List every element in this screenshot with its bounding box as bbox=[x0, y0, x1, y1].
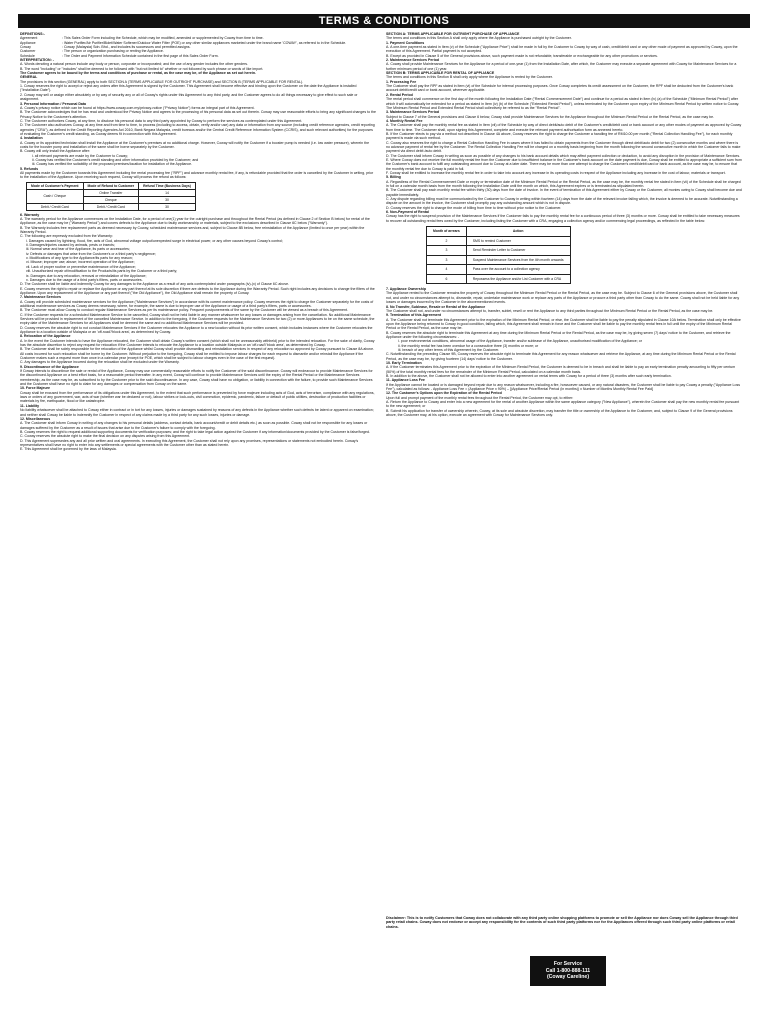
clause-text: A. Coway or its appointed technician shall install the Appliance at the Customer's premises at no additional charge. However, Coway will notify the Customer if a booster pump is needed (i.e. low water pressure), wherein the costs for the booster pump and installation of the same shall be borne separately by the Customer. bbox=[20, 140, 370, 149]
section-heading: 2. Rental Period bbox=[386, 92, 413, 97]
table-row bbox=[427, 255, 571, 265]
sub-item: ii. Damages/injuries caused by animals, pests or insects; bbox=[26, 243, 115, 248]
section-a-heading: SECTION A: TERMS APPLICABLE FOR OUTRIGHT PURCHASE OF APPLIANCE bbox=[386, 32, 520, 36]
clause-text: E. Coway reserves the right to repair or replace the Appliance or any part thereof at its sole discretion if there are defects to the Appliance during the Warranty Period. Such right includes any decisions to change the filters of the Appliance. Upon any replacement of the Appliance or any part thereof ("the Old Appliance"), the Old Appliance shall remain the property of Coway. bbox=[20, 286, 375, 295]
clause-text: B. Except as provided in Clause 5 of the General provisions above, such payment made is not refundable, transferable or exchangeable for any other promotions or services. bbox=[386, 53, 658, 58]
clause-text: B. If the Customer elects to pay via a method not described in Clause 4A above, Coway reserves the right to charge the Customer a handling fee of RM10.00 per month ("Rental Collection Handling Fee"), for each monthly payment is made via such method. bbox=[386, 131, 733, 141]
definition-text: : Coway (Malaysia) Sdn. Bhd., and includes its successors and permitted assigns. bbox=[62, 45, 191, 50]
table-cell: 4 bbox=[427, 265, 467, 275]
table-row bbox=[27, 203, 196, 210]
clause-text: D. The Customer shall inform Coway in writing as soon as possible of any changes to his bank account details which may affect payment collection or deduction, to avoid any disruption in the provision of Maintenance Services. bbox=[386, 153, 741, 158]
section-heading: 12. Miscellaneous bbox=[20, 416, 51, 421]
sub-item: i. poor environmental conditions, abnormal usage of the Appliance, transfer and/or sublease of the Appliance, unauthorised modification of the Appliance; or bbox=[398, 339, 642, 344]
table-cell: Send Reminder Letter to Customer bbox=[466, 246, 570, 256]
clause-text: A. In the event the Customer intends to have the Appliance relocated, the Customer shall obtain Coway's written consent (which shall not be unreasonably withheld) prior to the intended relocation. For the sake of clarity, Coway has the absolute discretion to reject any request for relocation if the Customer intends to relocate the Appliance to a location outside Malaysia or an 'off-road'/'block area', as determined by Coway. bbox=[20, 338, 375, 347]
sub-item: ii. the monthly rental fee has been overdue for a consecutive three (3) months or more; or bbox=[398, 343, 539, 348]
clause-text: If the Appliance cannot be located or is damaged beyond repair due to any reason whatsoever, including a fire, howsoever caused, or any natural disasters, the Customer shall be liable to pay Coway a penalty ("Appliance Loss Fee"), calculated as follows: - Appliance Loss Fee = (Appliance Price x 90%) – [(Appliance Price/Rental Period (in months)) x Number of Months Monthly Rental Fee Paid] bbox=[386, 382, 740, 392]
section-heading: 5. Refunds bbox=[20, 166, 39, 171]
clause-text: The Customer shall not, and under no circumstances attempt to, transfer, sublet, resell or rent the Appliance to any third parties throughout the Minimum Rental Period or the Rental Period, as the case may be. bbox=[386, 308, 714, 313]
clause-text: The terms and conditions in this Section B shall only apply where the Appliance is rented by the Customer. bbox=[386, 75, 553, 80]
right-column bbox=[386, 32, 742, 417]
clause-text: B. The Customer acknowledges that he has read and understood the Privacy Notice and agrees to the processing of his personal data as set out therein. Coway may use reasonable efforts to bring any significant changes to the Privacy Notice to the Customer's attention. bbox=[20, 110, 376, 119]
clause-text: All payments made by the Customer towards this Agreement including the rental processing fee ("RPF") and advance monthly rental fee, if any, is refundable provided that the order is cancelled by the Customer in writing, prior to the installation of the Appliance. Upon receiving such request, Coway will process the refund as follows: bbox=[20, 171, 374, 180]
clause-text: F. Coway shall be entitled to increase the monthly rental fee in order to take into account any increase in its operating costs in respect of the Appliance including any increase in the cost of labour, materials or transport. bbox=[386, 171, 726, 175]
sub-item: iii. Normal wear and tear of the Appliance, its parts or accessories; bbox=[26, 247, 130, 252]
service-phone: Call 1-800-888-111 bbox=[545, 967, 591, 974]
definition-term: Appliance bbox=[20, 40, 36, 45]
service-label: For Service bbox=[553, 961, 583, 968]
table-cell: Repossess the Appliance and/or List Customer with a CRA bbox=[466, 274, 570, 284]
table-cell: 3 bbox=[427, 255, 467, 265]
table-cell: 30 bbox=[139, 203, 196, 210]
section-heading: 4. Installation bbox=[20, 136, 43, 141]
clause-text: Subject to Clause 7 of the General provisions and Clause 6 below, Coway shall provide Maintenance Services for the Appliance throughout the Minimum Rental Period or the Rental Period, as the case may be. bbox=[386, 114, 715, 119]
table-cell: 14 bbox=[139, 189, 196, 196]
clause-text: D. The Customer shall be liable and indemnify Coway for any damages to the Appliance as a result of any acts contemplated under paragraphs (iv)-(x) of Clause 6C above. bbox=[20, 282, 290, 287]
disclaimer-text: Disclaimer: This is to notify Customers that Coway does not collaborate with any third party online shopping platforms to promote or sell the Appliance nor does Coway sell the Appliance through third party retail chains. Coway does not endorse or accept any responsibility for the contents of such third party platforms nor for the Appliances offered through such third party online platforms or retail chains. bbox=[386, 915, 738, 929]
clause-text: B. Coway reserves the right to request additional supporting documents for verification purposes; and the right to take legal action against the Customer if any information/documents provided by the Customer is false/forged. bbox=[20, 429, 370, 434]
section-heading: 11. Appliance Loss Fee bbox=[386, 378, 425, 383]
clause-text: If Coway intends to discontinue the sale or rental of the Appliance, Coway may use commercially reasonable efforts to notify the Customer of the said discontinuance. Coway will endeavour to provide Maintenance Services for the discontinued Appliance on a best effort basis, for a reasonable period thereafter. In any event, Coway will continue to provide Maintenance Services until the expiry of the Rental Period or the Maintenance Services membership, as the case may be, as subscribed to by the Customer prior to the said discontinuance. In any case, Coway shall have no obligation, or liability in connection with the failure, to provide such Maintenance Services and the Customer shall have no right to claim for any damages or compensation from Coway on the same. bbox=[20, 369, 373, 387]
clause-text: A. Coway's privacy notice which can be found at https://www.coway.com.my/privacy-notice ("Privacy Notice") forms an integral part of this Agreement. bbox=[20, 105, 255, 110]
clause-text: A. Return the Appliance to Coway and enter into a new agreement for the rental of another Appliance within the same appliance category ("New Appliance"), wherein the Customer shall pay the new monthly rental fee pursuant to the new agreement; or bbox=[386, 400, 740, 409]
table-cell: Cheque bbox=[83, 196, 139, 203]
definition-text: : The person or organization purchasing or renting the Appliance. bbox=[62, 49, 164, 54]
clause-text: Coway has the right to suspend provision of the Maintenance Services if the Customer fails to pay the monthly rental fee for a continuous period of three (3) months or more. Coway shall be entitled to take necessary measures to recover all outstanding rental fees owed by the Customer, including listing the Customer with a CRA, engaging a collection agency and/or commencing legal proceedings, as reflected in the table below: bbox=[386, 214, 740, 223]
sub-item: vii. Lack of proper routine or preventive maintenance of the Appliance; bbox=[26, 264, 136, 269]
sub-item: vi. Misuse; improper use; abuse; incorrect operation of the Appliance; bbox=[26, 260, 135, 265]
clause-text: A. Coway shall provide Maintenance Services for the Appliance for a period of one-year (1) from the Installation Date, after which, the Customer may execute a separate agreement with Coway for Maintenance Services for a further minimum period of one (1) year. bbox=[386, 62, 737, 71]
table-header: Action bbox=[466, 227, 570, 237]
clause-text: C. Coway also reserves the right to charge a Rental Collection Handling Fee in cases where it has failed to obtain payments from the Customer through direct debit/auto debit for two (2) consecutive months and where there is no advance payment of rental fee by the Customer. The Rental Collection Handling Fee will be charged on a monthly basis beginning from the month following the second consecutive month in which the Customer fails to make payment via direct debit /auto debit. bbox=[386, 140, 741, 154]
clause-text: B. The Warranty includes free replacement parts as deemed necessary by Coway, scheduled maintenance services and, subject to Clause 8B below, free reinstallation of the Appliance (limited to once per year) within the Warranty Period. bbox=[20, 225, 365, 235]
table-cell: 3 bbox=[427, 246, 467, 256]
clause-text: D. The Customer also authorizes Coway, at any time and from time to time, to process (including to access, obtain, verify and/or use) any data or information from any source (including credit reference agencies, credit reporting agencies ("CRA"), as defined in the Credit Reporting Agencies Act 2010, Bank Negara Malaysia, credit bureaus and/or the Central Credit Reference Information System (CCRIS), and such relevant authorities) for the purposes of evaluating the Customer's credit standing, as Coway deems fit in connection with this Agreement. bbox=[20, 123, 375, 136]
arrears-table bbox=[426, 226, 571, 284]
definition-term: Schedule bbox=[20, 53, 35, 58]
section-heading: 9. Discontinuance of the Appliance bbox=[20, 364, 79, 369]
section-heading: 3. Maintenance Services Period bbox=[386, 110, 440, 115]
clause-text: B. The Customer must allow Coway to conduct regular Maintenance Services as per its maintenance policy. Frequent postponements of the same by the Customer will be viewed as a breach of this Agreement. bbox=[20, 308, 348, 313]
clause-text: A. If the Customer terminates this Agreement prior to the expiration of the Minimum Rental Period, the Customer is deemed to be in breach and shall be liable to pay an early termination penalty amounting to fifty per centum (50%) of the total monthly rental fees for the remainder of the Minimum Rental Period, calculated on a calendar month basis. bbox=[386, 365, 736, 374]
clause-text: B. The Customer shall pay each monthly rental fee within thirty (30) days from the date of invoice. In the event of termination of this Agreement either by Coway or the Customer, all monies owing to Coway shall become due and payable immediately. bbox=[386, 188, 742, 197]
table-cell: Suspend Maintenance Services from the 4th month onwards bbox=[466, 255, 570, 265]
clause-text: B. Submit his application for transfer of ownership wherein, Coway, at its sole and absolute discretion, may transfer the title or ownership of the Appliance to the Customer, and, subject to Clause 9 of the General provisions above, the Customer may, at his option, execute an agreement with Coway for Maintenance Services only. bbox=[386, 408, 733, 418]
section-heading: 5. Billing bbox=[386, 175, 401, 180]
definition-term: Customer bbox=[20, 49, 36, 54]
clause-text: The rental period shall commence on the first day of the month following the Installation Date ("Rental Commencement Date") and continue for a period as stated in Item (iv) (a) of the Schedule ("Minimum Rental Period") after which it will automatically be extended for a period as stated in Item (iv) (b) of the Schedule ("Extended Rental Period"), unless terminated by the Customer upon expiry of the Minimum Rental Period by written notice to Coway. The Minimum Rental Period and Extended Rental Period shall collectively be referred to as the "Rental Period". bbox=[386, 97, 740, 110]
section-heading: 4. Monthly Rental Fee bbox=[386, 118, 423, 123]
section-heading: 6. Non-Payment of Rental bbox=[386, 210, 429, 215]
clause-text: Upon full and prompt payment of the monthly rental fees throughout the Rental Period, the Customer may opt, to either: bbox=[386, 395, 574, 400]
clause-text: C. If the Customer requests for a scheduled Maintenance Service to be cancelled, Coway shall not be held liable in any manner whatsoever for any losses or damages arising from the cancellation. No additional Maintenance Services will be provided in replacement of the cancelled Maintenance Service. In addition to the foregoing, if the Customer requests for the Maintenance Services for two (2) or more Appliances to be on the same schedule, the expiry date of the Maintenance Services for all Appliances shall be deemed the same and no additional Maintenance Services will be provided. bbox=[20, 312, 375, 326]
general-heading: GENERAL bbox=[20, 75, 38, 80]
table-row bbox=[427, 265, 571, 275]
section-heading: 7. Maintenance Services bbox=[20, 295, 62, 300]
interpretation-heading: INTERPRETATION: - bbox=[20, 58, 54, 63]
clause-text: A. The Customer shall pay the monthly rental fee as stated in Item (vii) of the Schedule by way of direct debit/auto debit of the Customer's credit/debit card or bank account or any other modes of payment as approved by Coway from time to time. The Customer shall, upon signing this Agreement, complete and execute the relevant payment authorisation form as annexed hereto. bbox=[386, 123, 742, 132]
clause-text: E. Where Coway does not receive the full monthly rental fee from the Customer due to insufficient balance in the Customer's bank account on the date payment is due, Coway shall be entitled to appropriate a sufficient sum from the Customer's bank account to fulfil any outstanding amount due to Coway at a later date. There may be more than one attempt to charge the Customer's credit/debit card or bank account, as the case may be, to ensure that the monthly rental fee due to Coway is paid in full. bbox=[386, 157, 742, 171]
section-heading: 1. Processing Fee bbox=[386, 79, 417, 84]
table-header: Mode of Refund to Customer bbox=[83, 182, 139, 189]
clause-text: Coway shall be excused from the performance of its obligations under this Agreement, to the extent that such performance is prevented by force majeure including acts of God, acts of terrorism, compliance with any regulations, laws or orders of any government, war, acts of war (whether war be declared or not), labour strikes or lock-outs, civil commotion, epidemic, pandemic, failure or default of public utilities, destruction of production facilities or materials by fire, earthquake, flood or like catastrophe. bbox=[20, 390, 375, 404]
definition-text: : This Sales Order Form including the Schedule, which may be modified, amended or supplemented by Coway from time to time. bbox=[62, 36, 264, 41]
table-cell: Online Transfer bbox=[83, 189, 139, 196]
clause-text: The Customer shall pay the RPF as stated in Item (vi) of the Schedule for internal processing purposes. Once Coway completes its credit assessment on the Customer, the RPF shall be deducted from the Customer's bank account debit/credit card or bank account, wherever applicable. bbox=[386, 84, 734, 93]
clause-text: E. This Agreement shall be governed by the laws of Malaysia. bbox=[20, 447, 117, 452]
sub-item: ix. Damages due to any relocation, removal or reinstallation of the Appliance; bbox=[26, 273, 147, 278]
clause-text: The terms and conditions in this Section A shall only apply where the Appliance is purchased outright by the Customer. bbox=[386, 36, 572, 41]
table-header: Refund Time (Business Days) bbox=[139, 182, 196, 189]
clause-text: C. Any damages to the Appliance incurred during the relocation shall be excluded under the Warranty. bbox=[20, 360, 180, 365]
sub-item: ii. Coway has verified the Customer's credit standing and other information provided by the Customer; and bbox=[32, 157, 199, 162]
clause-text: C. Notwithstanding the preceding Clause 9B, Coway reserves the absolute right to terminate this Agreement for any reason whatsoever and retrieve the Appliance, at any time during the Minimum Rental Period or the Rental Period, as the case may be, by giving fourteen (14) days' notice to the Customer. bbox=[386, 352, 736, 361]
left-column bbox=[20, 32, 376, 452]
section-heading: 10. Early Termination bbox=[386, 360, 422, 365]
table-cell: Pass over the account to a collection agency bbox=[466, 265, 570, 275]
bound-statement: The Customer agrees to be bound by the terms and conditions of purchase or rental, as the case may be, of the Appliance as set out herein. bbox=[20, 71, 256, 76]
section-heading: 10. Force Majeure bbox=[20, 386, 50, 391]
sub-item: i. all relevant payments are made by the Customer to Coway; bbox=[32, 153, 129, 158]
section-heading: 3. Personal Information / Personal Data bbox=[20, 101, 87, 106]
clause-text: C. The following are expressly excluded from the Warranty: bbox=[20, 234, 113, 239]
clause-text: A. Regardless of the Rental Commencement Date or expiry or termination date of the Minimum Rental Period or the Rental Period, as the case may be, the monthly rental fee stated in Item (vii) of the Schedule shall be charged in full on a calendar month basis from the month following the Installation Date until the month on which, this Agreement expires or is terminated as stipulated herein. bbox=[386, 179, 741, 189]
section-heading: 9. Termination of this Agreement bbox=[386, 313, 441, 318]
clause-text: C. The Customer authorizes Coway, at any time, to disclose his personal data to any third party appointed by Coway to perform the services as contemplated under this Agreement. bbox=[20, 118, 303, 123]
definition-term: Agreement bbox=[20, 36, 38, 41]
clause-text: No liability whatsoever shall be attached to Coway either in contract or in tort for any losses, injuries or damages sustained by reasons of any defects in the Appliance whether such defects be latent or apparent on examination; and neither shall Coway be liable to indemnify the Customer in respect of any claims made by a third party for any such losses, injuries or damage. bbox=[20, 408, 374, 417]
service-careline: (Coway Careline) bbox=[546, 974, 590, 981]
clause-text: A. The Customer shall inform Coway in writing of any changes to his personal details (address, contact details, bank account/credit or debit details etc.) as soon as possible. Coway shall not be responsible for any losses or damages suffered by the Customer as a result of issues that arise due to the Customer's failure to comply with the foregoing. bbox=[20, 421, 368, 430]
sub-item: v. Modifications of any type to the Appliance/its parts for any reason; bbox=[26, 256, 133, 261]
table-cell: 30 bbox=[139, 196, 196, 203]
clause-text: The Appliance rented to the Customer remains the property of Coway throughout the Minimum Rental Period or the Rental Period, as the case may be. Subject to Clause 6 of the General provisions above, the Customer shall not, and under no circumstances attempt to, dismantle, repair, undertake maintenance work or replace any parts of the Appliance or procure a third party other than Coway to do the same. Coway shall not be held liable for any losses or damages incurred by the Customer in the abovementioned events. bbox=[386, 291, 740, 305]
table-row bbox=[427, 274, 571, 284]
sub-item: viii. Unauthorized repair of/modification to the Products/its parts by the Customer or a third party; bbox=[26, 269, 178, 274]
sub-item: x. Damages due to the usage of a third party's filters, parts or accessories. bbox=[26, 277, 143, 282]
clause-text: A. The Customer shall not terminate this Agreement prior to the expiration of the Minimum Rental Period, or else, the Customer shall be liable to pay the penalty stipulated in Clause 10A below. Termination shall only be effective upon the Appliance being returned to Coway in good condition, failing which, this Agreement shall remain in force and the Customer shall be liable to pay the monthly rental fees in full until the expiry of the Minimum Rental Period or the Rental Period, as the case may be. bbox=[386, 317, 741, 331]
clause-text: 1. Coway reserves the right to accept or reject any orders after this Agreement is signed by the Customer. This Agreement shall become effective and binding upon the Customer on the date the Appliance is installed ("Installation Date"). bbox=[20, 84, 357, 93]
table-cell: 6 bbox=[427, 274, 467, 284]
refund-table bbox=[26, 182, 196, 211]
clause-text: A. Words denoting a natural person include any body or person, corporate or incorporated; and the use of any gender includes the other genders. bbox=[20, 62, 249, 67]
clause-text: A. A one-time payment as stated in Item (v) of the Schedule ("Appliance Price") shall be made in full by the Customer to Coway by way of cash, credit/debit card or any other mode of payment as approved by Coway, upon the execution of this Agreement. Partial payment is not accepted. bbox=[386, 45, 738, 54]
clause-text: C. Coway reserves the absolute right to make the final decision on any disputes arising from this Agreement. bbox=[20, 434, 191, 439]
section-heading: 8. Relocation of the Appliance bbox=[20, 334, 71, 339]
service-box bbox=[530, 956, 606, 986]
sub-item: i. Damages caused by lightning, flood, fire, acts of God, abnormal voltage output/unexpected surge in electrical power, or any other causes beyond Coway's control; bbox=[26, 238, 283, 243]
table-cell: 2 bbox=[427, 236, 467, 246]
table-row bbox=[427, 246, 571, 256]
clause-text: A. The warranty period for the Appliance commences on the Installation Date, for a period of one(1) year for the outright purchase and throughout the Rental Period (as defined in Clause 2 of Section B below) for rental of the Appliance, as the case may be ("Warranty Period") and covers defects to the Appliance due to faulty workmanship or materials, subject to the exclusions described in Clause 6C below ("Warranty"). bbox=[20, 217, 370, 226]
definition-text: : Water Purifier/Air Purifier/Bidet/Water Softener/Outdoor Water Filter (POE) or any other similar appliances marketed under the brand name 'COWAY', as referred to in the Schedule. bbox=[62, 40, 347, 45]
section-heading: 6. Warranty bbox=[20, 212, 40, 217]
clause-text: D. This Agreement supersedes any and all prior written and oral agreements. In executing this Agreement, the Customer shall not rely upon any promises, representations or statements not embodied herein. Coway's representatives shall have no right to enter into any settlements or special agreements with the Customer other than as stated herein. bbox=[20, 438, 359, 447]
sub-item: iii. Coway has verified the suitability of the proposed premises/location for installation of the Appliance. bbox=[32, 162, 193, 167]
section-heading: 12. The Customer's Options upon the Expiration of the Rental Period bbox=[386, 391, 502, 396]
sub-item: iv. Defects or damages that arise from the Customer's or a third party's negligence; bbox=[26, 251, 156, 256]
section-heading: 11. Liability bbox=[20, 403, 40, 408]
clause-text: B. Coway reserves the absolute right to terminate this Agreement at any time during the Minimum Rental Period or the Rental Period, as the case may be, by giving seven (7) days' notice to the Customer, and retrieve the Appliance under the following circumstances: - bbox=[386, 330, 731, 339]
clause-text: B. The Customer shall be solely responsible for the relocation of the Appliance whilst Coway shall provide dismantling and reinstallation services in respect of any relocation so approved by Coway pursuant to Clause 8A above. All costs incurred for such relocation shall be borne by the Customer. Without prejudice to the foregoing, Coway shall be entitled to impose labour charges for each request to dismantle and/or reinstall the Appliance if the Customer makes such a request more than once in a calendar year (except for POE, which shall be subject to labour charges even in the case of the first request). bbox=[20, 347, 375, 361]
table-header: Month of arrears bbox=[427, 227, 467, 237]
table-cell: Debit / Credit Card bbox=[27, 203, 84, 210]
section-heading: 8. No Transfer, Sublease, Resale or Rental of the Appliance bbox=[386, 304, 486, 309]
clause-text: D. Coway reserves the right to change the mode of billing from time to time without prior notice to the Customer. bbox=[386, 205, 562, 210]
clause-text: C. Any dispute regarding billing must be communicated by the Customer to Coway in writing within fourteen (14) days from the date of the relevant invoice failing which, the invoice is deemed to be accurate. Notwithstanding a dispute on the amount in the invoice, the Customer shall promptly pay any outstanding amount which is not in dispute. bbox=[386, 197, 738, 206]
clause-text: 2. Coway may sell or assign either absolutely or by way of security any or all of Coway's rights under this Agreement to any third party, and the Customer agrees to do all things necessary to give effect to such sale or assignment. bbox=[20, 92, 358, 102]
definitions-list bbox=[20, 36, 376, 58]
page-title: TERMS & CONDITIONS bbox=[18, 14, 750, 28]
section-b-heading: SECTION B: TERMS APPLICABLE FOR RENTAL OF APPLIANCE bbox=[386, 71, 495, 76]
clause-text: B. In addition to the above, the Customer shall not be allowed to enter into another agreement on rental terms with Coway for a period of three (3) months after such early termination. bbox=[386, 374, 672, 378]
section-heading: 7. Appliance Ownership bbox=[386, 287, 427, 292]
clause-text: D. Coway reserves the absolute right to not conduct Maintenance Services if the Customer relocates the Appliance to a new location without its prior written consent, which includes instances where the Customer relocates the Appliance to a location outside of Malaysia or an 'off-road'/'block area', as determined by Coway. bbox=[20, 325, 373, 334]
section-heading: 1. Payment Conditions bbox=[386, 40, 425, 45]
clause-text: A. Coway will provide scheduled maintenance services for the Appliance ("Maintenance Services") in accordance with its current maintenance policy. Coway reserves the right to charge the Customer separately for the costs of additional maintenance services as Coway deems necessary, where, for example, the same is due to improper use of the Appliance or usage of a third party's filters, parts or accessories. bbox=[20, 299, 374, 308]
definition-text: : The Order and Payment Information Schedule contained in the first page of this Sales Order Form. bbox=[62, 53, 219, 58]
table-row bbox=[427, 236, 571, 246]
table-cell: SMS to remind Customer bbox=[466, 236, 570, 246]
definitions-heading: DEFINITIONS:- bbox=[20, 32, 45, 36]
clause-text: The provisions in this section (GENERAL) apply to both SECTION A (TERMS APPLICABLE FOR OUTRIGHT PURCHASE) and SECTION B (TERMS APPLICABLE FOR RENTAL). bbox=[20, 79, 304, 84]
clause-text: B. Coway will only install the Appliance after: bbox=[20, 149, 90, 154]
table-row bbox=[27, 189, 196, 196]
clause-text: B. The word "including" or "includes" shall be deemed to be followed with "but not limited to" whether or not followed by such phrase or words of like import. bbox=[20, 66, 264, 71]
section-heading: 2. Maintenance Services Period bbox=[386, 58, 440, 63]
definition-term: Coway bbox=[20, 45, 31, 50]
table-cell: Cash / Cheque bbox=[27, 189, 84, 203]
sub-item: iii. breach of any other terms of this Agreement by the Customer. bbox=[398, 347, 500, 352]
table-cell: Debit / Credit Card bbox=[83, 203, 139, 210]
table-header: Mode of Customer's Payment bbox=[27, 182, 84, 189]
